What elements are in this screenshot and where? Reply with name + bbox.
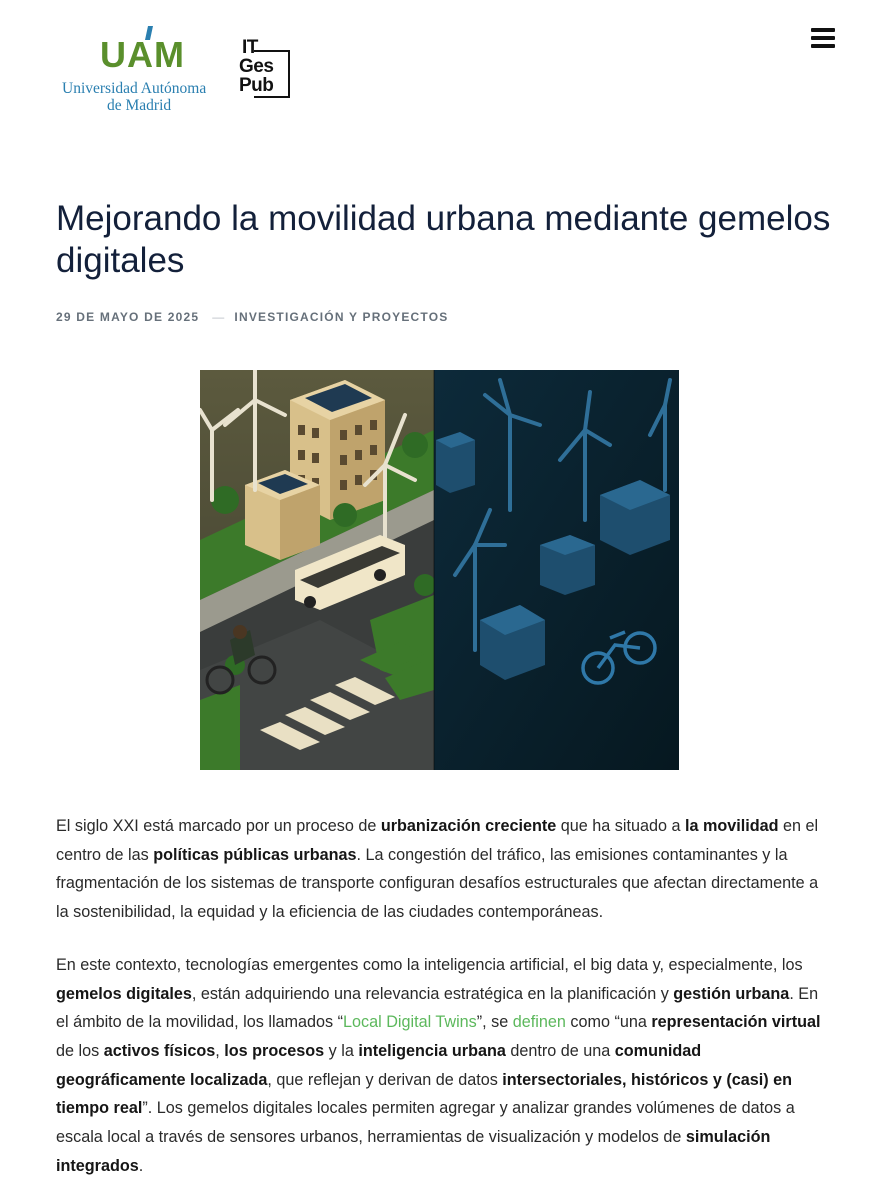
post-category-link[interactable]: INVESTIGACIÓN Y PROYECTOS — [234, 310, 449, 324]
bold-text: representación virtual — [651, 1013, 821, 1032]
text: . En el ámbito de la movilidad, los llamados “ — [56, 984, 819, 1032]
definen-link[interactable]: definen — [512, 1013, 566, 1032]
bold-text: intersectoriales, históricos y (casi) en tiempo real — [56, 1070, 792, 1118]
text: El siglo XXI está marcado por un proceso de — [56, 817, 381, 835]
itgespub-logo-line1: IT — [242, 37, 258, 58]
bold-text: gemelos digitales — [56, 984, 192, 1003]
bold-text: los procesos — [224, 1041, 325, 1060]
itgespub-logo-line3: Pub — [239, 75, 274, 96]
text: En este contexto, tecnologías emergentes como la inteligencia artificial, el big data y, especialmente, los — [56, 955, 803, 974]
hamburger-menu-icon[interactable] — [811, 28, 835, 48]
bold-text: inteligencia urbana — [358, 1041, 506, 1060]
meta-separator: — — [212, 310, 226, 324]
uam-logo-line1: Universidad Autónoma — [62, 80, 207, 97]
text: , están adquiriendo una relevancia estratégica en la planificación y — [191, 984, 674, 1003]
text: en el centro de las — [56, 817, 819, 864]
local-digital-twins-link[interactable]: Local Digital Twins — [343, 1013, 477, 1032]
site-header — [0, 0, 890, 130]
uam-logo-word: UAM — [100, 34, 185, 75]
text: ”. Los gemelos digitales locales permiten agregar y analizar grandes volúmenes de datos a escala local a través de sensores urbanos, herramientas de visualización y modelos de — [56, 1099, 795, 1147]
text: , que reflejan y derivan de datos — [267, 1070, 503, 1089]
text: . La congestión del tráfico, las emisiones contaminantes y la fragmentación de los sistemas de transporte configuran desafíos estructurales que afectan directamente a la sostenibilidad, la equidad y la eficiencia de las ciudades contemporáneas. — [56, 845, 819, 922]
bold-text: simulación integrados — [56, 1128, 771, 1175]
post-meta — [56, 310, 448, 324]
uam-logo-line2: de Madrid — [107, 97, 172, 114]
digital-twin-city-illustration-icon — [200, 370, 679, 770]
itgespub-logo[interactable] — [237, 36, 295, 100]
featured-image — [200, 370, 679, 770]
itgespub-logo-line2: Ges — [239, 56, 274, 77]
bold-text: activos físicos — [103, 1041, 216, 1060]
bold-text: gestión urbana — [673, 984, 790, 1003]
text: , — [215, 1041, 225, 1060]
uam-logo[interactable] — [62, 26, 224, 116]
post-title: Mejorando la movilidad urbana mediante gemelos digitales — [56, 199, 831, 280]
bold-text: la movilidad — [684, 817, 779, 835]
bold-text: comunidad geográficamente localizada — [56, 1041, 702, 1089]
paragraph-intro — [56, 812, 828, 927]
text: y la — [324, 1041, 359, 1060]
text: dentro de una — [505, 1041, 615, 1060]
paragraph-context — [56, 951, 828, 1181]
text: que ha situado a — [556, 817, 685, 835]
post-date[interactable]: 29 DE MAYO DE 2025 — [56, 310, 200, 324]
bold-text: políticas públicas urbanas — [153, 845, 357, 864]
text: como “una — [565, 1013, 652, 1032]
text: . — [138, 1156, 144, 1175]
bold-text: urbanización creciente — [380, 817, 557, 835]
text: de los — [56, 1041, 104, 1060]
text: ”, se — [476, 1013, 513, 1032]
post-content — [56, 812, 828, 1204]
